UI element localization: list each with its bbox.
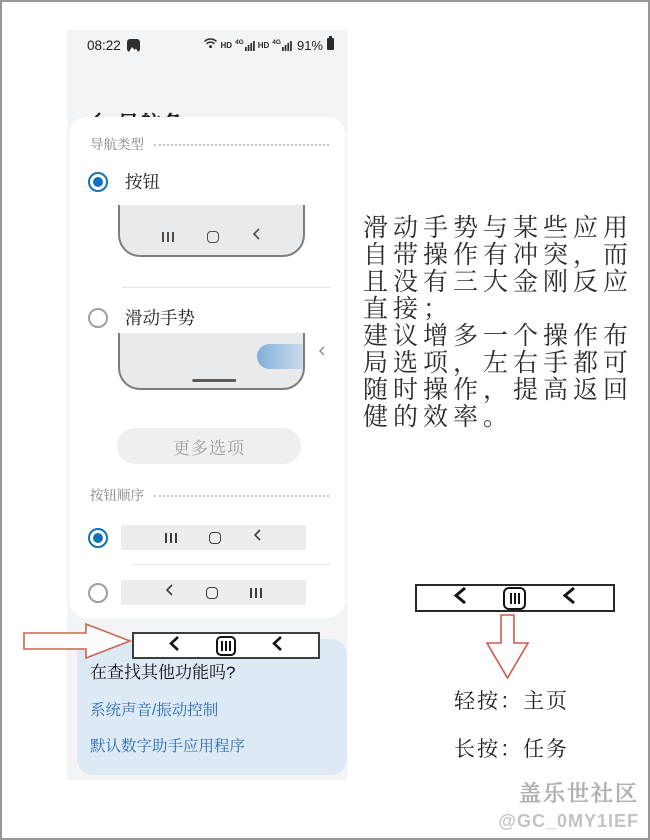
comment-line: 随时操作，提高返回 (363, 377, 634, 404)
signal-icon-right (272, 40, 292, 51)
boxed-recents-icon (503, 587, 526, 610)
buttons-nav-illustration (118, 205, 305, 257)
option-buttons[interactable] (88, 169, 160, 194)
section-button-order (90, 484, 329, 504)
battery-icon (326, 36, 335, 55)
hd-label-left: HD (220, 40, 233, 50)
radio-unselected-icon[interactable] (88, 583, 108, 603)
back-nav-icon (253, 528, 262, 547)
network-type-left: 4G (235, 38, 244, 46)
comment-line: 健的效率。 (363, 404, 514, 431)
recents-icon (165, 533, 177, 543)
comment-line: 直接； (363, 296, 454, 323)
option-gestures[interactable] (88, 305, 195, 330)
settings-card (69, 117, 345, 618)
dotted-divider (154, 493, 329, 497)
tap-label: 轻按：主页 (454, 689, 569, 713)
order-option-back-first[interactable] (88, 580, 306, 605)
annotated-navbar-right (415, 584, 615, 612)
gesture-pill (257, 344, 303, 369)
phone-screenshot (67, 30, 347, 780)
radio-selected-icon[interactable] (88, 172, 108, 192)
back-chevron-icon (168, 635, 181, 657)
comment-line: 建议增多一个操作布 (363, 323, 634, 350)
screenshot-notification-icon (127, 39, 140, 52)
annotated-navbar-left (132, 632, 320, 659)
link-system-sound[interactable]: 系统声音/振动控制 (90, 702, 219, 719)
back-chevron-icon (562, 586, 577, 610)
section-nav-type (90, 133, 329, 153)
home-icon (206, 587, 218, 599)
arrow-right-icon (22, 621, 134, 666)
gesture-nav-illustration (118, 333, 305, 390)
back-nav-icon (165, 583, 174, 602)
option-label: 滑动手势 (125, 308, 195, 328)
comment-line: 且没有三大金刚反应 (363, 269, 634, 296)
home-icon (207, 231, 219, 243)
divider (122, 287, 331, 288)
comment-line: 滑动手势与某些应用 (363, 215, 634, 242)
hd-label-right: HD (257, 40, 270, 50)
order-bar-preview (121, 525, 306, 550)
gesture-handle (192, 379, 236, 383)
community-id: @GC_0MY1IEF (498, 811, 639, 831)
back-chevron-icon (271, 635, 284, 657)
back-nav-icon (252, 227, 261, 246)
arrow-down-icon (485, 613, 530, 686)
status-bar (87, 36, 335, 54)
watermark (498, 777, 639, 832)
recents-icon (250, 588, 262, 598)
order-option-recents-first[interactable] (88, 525, 306, 550)
gesture-back-icon (318, 344, 326, 362)
option-label: 按钮 (125, 172, 160, 192)
back-chevron-icon (453, 586, 468, 610)
wifi-icon (203, 36, 218, 54)
dotted-divider (154, 142, 329, 146)
long-press-label: 长按：任务 (454, 737, 569, 761)
link-default-assistant[interactable]: 默认数字助手应用程序 (90, 738, 246, 755)
radio-selected-icon[interactable] (88, 528, 108, 548)
order-bar-preview (121, 580, 306, 605)
radio-unselected-icon[interactable] (88, 308, 108, 328)
divider (132, 564, 331, 565)
suggestions-question: 在查找其他功能吗? (90, 663, 236, 682)
section-label: 按钮顺序 (90, 488, 144, 503)
comment-line: 局选项，左右手都可 (363, 350, 634, 377)
battery-percent: 91% (296, 37, 323, 53)
home-icon (209, 532, 221, 544)
boxed-recents-icon (216, 636, 236, 656)
tap-behaviour-note (454, 685, 569, 763)
community-name: 盖乐世社区 (518, 781, 639, 806)
recents-icon (162, 232, 174, 242)
more-options-button[interactable]: 更多选项 (117, 428, 301, 464)
status-time: 08:22 (87, 37, 121, 53)
reviewer-comment (363, 215, 633, 431)
network-type-right: 4G (272, 38, 281, 46)
signal-icon-left (235, 40, 255, 51)
section-label: 导航类型 (90, 137, 144, 152)
comment-line: 自带操作有冲突，而 (363, 242, 634, 269)
